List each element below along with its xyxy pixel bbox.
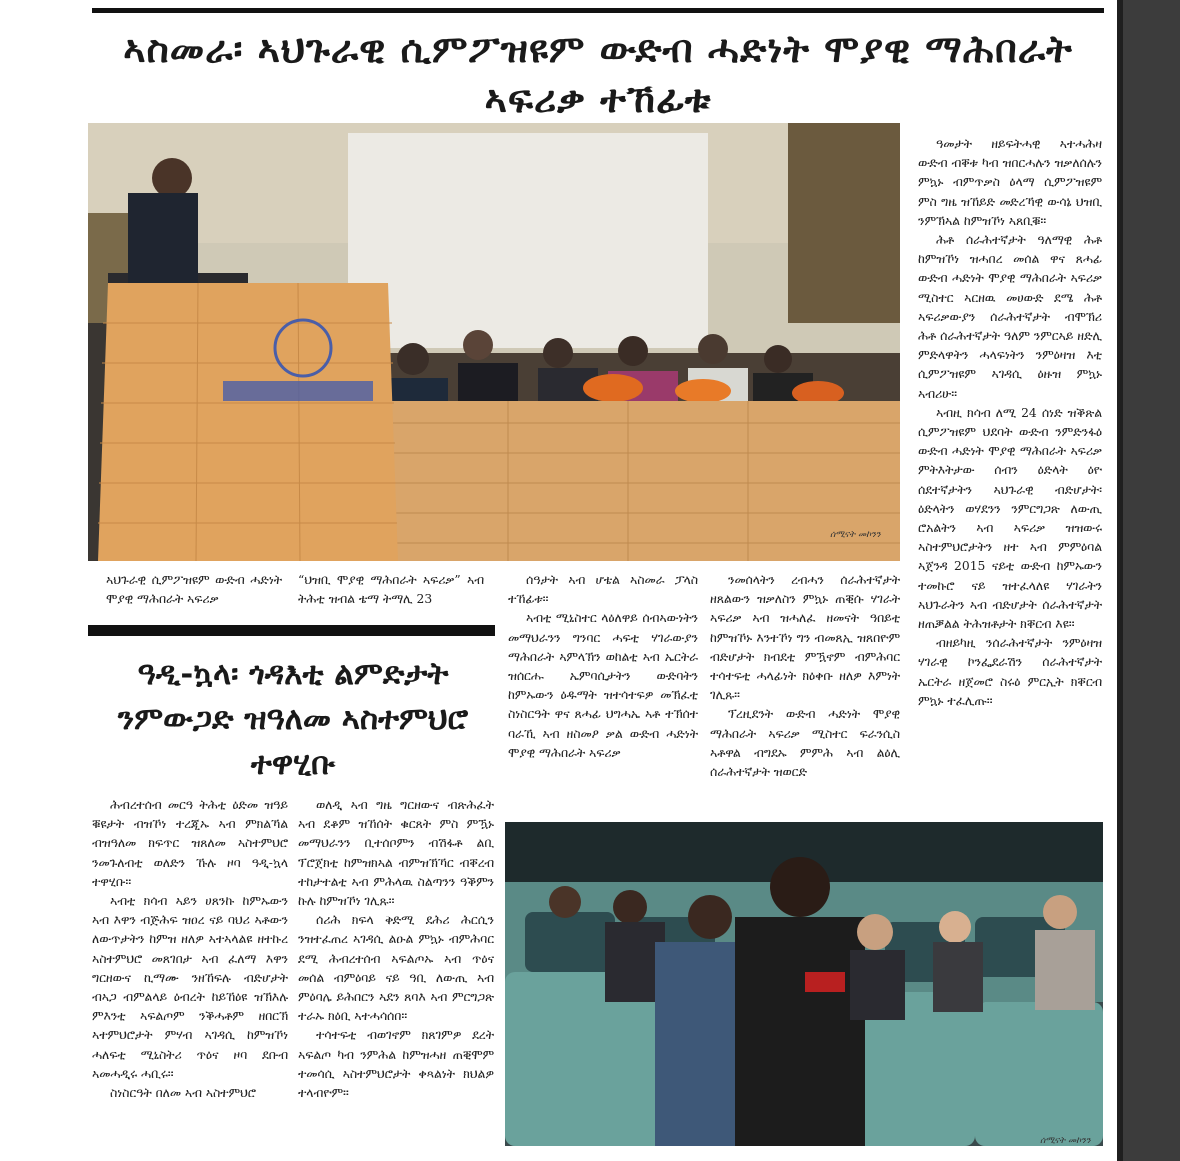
photo-credit-top: ሰሚናት መኮንን — [830, 530, 881, 540]
photo-credit-bottom: ሰሚናት መኮንን — [1040, 1136, 1091, 1146]
section-headline: ዓዲ-ኳላ፡ ጎዳእቲ ልምድታት ንምውጋድ ዝዓለመ ኣስተምህሮ ተዋሂቡ — [117, 656, 469, 782]
paragraph: ንመሰላትን ረብሓን ሰራሕተኛታት ዘጸልውን ዝቃለስን ምኳኑ ጠቒሱ ሃገራት ኣፍሪቃ ኣብ ዝሓለፈ ዘመናት ዓበይቲ ከምዝኾኑ እንተኾነ ግን ብመጸኢ ዝጸበዮም ብድሆታት ክብደቲ ምዃኖም ብምሕባር ተሳተፍቲ ሓላፊነት ክዕቀቡ ዘለዎ እምነት ገሊጹ። — [710, 573, 900, 703]
article-lower-center-column — [298, 796, 494, 1146]
paragraph: ዓመታት ዘይፍትሓዊ ኣተሓሕዛ ውድብ ብቐቱ ካብ ዝበርሓሉን ዝቃለሰሉን ምኳኑ ብምጥቃስ ዕላማ ሲምፖዝዩም ምስ ግዜ ዝኸይድ መድረኻዊ ውሳኔ ህዝቢ ንምኽኣል ከምዝኾነ ኣጸቢቑ። — [918, 137, 1102, 228]
paragraph: ሕቶ ሰራሕተኛታት ዓለማዊ ሕቶ ከምዝኾነ ዝሓበረ መሰል ዋና ጸሓፊ ውድብ ሓድነት ሞያዊ ማሕበራት ኣፍሪቃ ሚስተር ኣርዘዉ መሀውድ ደሜ ሕቶ ኣፍሪቃውያን ሰራሕተኛታት ብሞኽሪ ሕቶ ሰራሕተኛታት ዓለም ንምርኣይ ዘድሊ ምድላዋትን ሓላፍነትን ንምዕዛዝ እቲ ሲምፖዝዩም ኣገዳሲ ዕዙዝ ምኳኑ ኣብሪሁ። — [918, 233, 1102, 401]
paragraph: ሰሪሕ ክፍላ ቅድሚ ደሕሪ ሕርሲን ንዝተፈጠረ ኣገዳሲ ልዑል ምኳኑ ብምሕባር ደሚ ሕብረተሰብ ኣፍልጦኡ ኣብ ጥዕና መሰል ብምዕባይ ናይ ዓቢ ለውጢ ኣብ ምዕባሌ ይሕበርን ኣደን ጸባእ ኣብ ምርግጋጽ ተራኡ ክዕቢ ኣተሓሳሰበ። — [298, 913, 494, 1024]
article-right-column — [918, 135, 1102, 711]
paragraph: ስነስርዓት በለመ ኣብ ኣስተምህሮ — [110, 1086, 256, 1101]
photo-caption-left: ኣህጉራዊ ሲምፖዝዩም ውድብ ሓድነት ሞያዊ ማሕበራት ኣፍሪቃ — [106, 573, 282, 606]
paragraph: ኣብዚ ክሳብ ለሚ 24 ሰነድ ዝቕጽል ሲምፖዝዩም ህደባት ውድብ ንምድንፋዕ ውድብ ሓድነት ሞያዊ ማሕበራት ኣፍሪቃ ምትእትታው ሰብን ዕድላት ዕዮ ሰደተኛታትን ኣህጉራዊ ብድሆታት፡ ዕድላትን ወሃደንን ንምርግጋጽ ለውጢ ሮአልትን ኣብ ኣፍሪቃ ዝዝውሩ ኣስተምህሮታትን ዘተ ኣብ ምምዕባል ኣጀንዳ 2015 ናይቲ ውድብ ከምኡውን ተመኩሮ ናይ ዝተፈላለዩ ሃገራትን ኣህጉራትን ኣብ ብድሆታት ሰራሕተኛታት ዘጠቓልል ትሕዝቶታት ክቐርብ እዩ። — [918, 405, 1102, 632]
paragraph: ሕብረተሰብ መርዓ ትሕቲ ዕድመ ዝዓይ ቑዩታት ብዝኾነ ተረጂኡ ኣብ ምክልኻል ብዝዓለመ ክፍጥር ዝጸለመ ኣስተምህሮ ንመጉለብቲ ወለድን ኹሉ ዞባ ዓዲ-ኳላ ተዋሂቡ። — [92, 798, 288, 889]
paragraph: ወለዲ ኣብ ግዜ ግርዘውና ብጽሕፈት ኣብ ደቆም ዝኸሰት ቁርጸት ምስ ምዃኑ መማህራንን ቢተሰቦምን ብሽፋቶ ልቢ ፕሮጀክቲ ከምዝክኣል ብምዝኽኻር ብቐረብ ተከታተልቲ ኣብ ምሕላዉ ስልጣንን ዓቕምን ኩሉ ከምዝኾነ ገሊጹ። — [298, 798, 494, 909]
page-edge-bar — [1117, 0, 1180, 1161]
paragraph: ኣብቲ ሚኒስተር ላዕለዋይ ሰብኣውነትን መማህራንን ግንባር ሓፍቲ ሃገራውያን ማሕበራት ኣምላኽን ወከልቲ ኣብ ኤርትራ ዝሰርሑ ኤምባሲታትን ውድባትን ከምኡውን ዕዱማት ዝተሳተፍዎ መኽፈቲ ስነስርዓት ዋና ጸሓፊ ህግሓኤ ኣቶ ተኽሰተ ባራኺ ኣብ ዘስመዖ ቃል ውድብ ሓድነት ሞያዊ ማሕበራት ኣፍሪቃ — [508, 611, 698, 760]
audience-photo — [505, 822, 1103, 1146]
page-edge-inner — [1117, 0, 1123, 1161]
paragraph: ብዘይካዚ ንሰራሕተኛታት ንምዕዛዝ ሃገራዊ ኮንፌደራሽን ሰራሕተኛታት ኤርትራ ዘጀመሮ ስሩዕ ምርኢት ክቐርብ ምኳኑ ተፈሊጡ። — [918, 636, 1102, 708]
article-middle-column — [508, 571, 698, 763]
article-middle-column-2 — [710, 571, 900, 782]
paragraph: ኣብቲ ክሳብ ኣይን ሀጸንኩ ከምኡውን ኣብ እዋን ብጅሕፍ ዝዐረ ናይ ባህሪ ኣቶውን ለውጥታትን ከምዝ ዘለዎ ኣተኣላልዩ ዘተኩረ ኣስተምህሮ መጸገበታ ኣብ ፈለማ እዋን ግርዘውና ኪማሙ ንዘኸፍሉ ብድሆታት ብኣጋ ብምልላይ ዕብረት ከይኸዕዩ ዝኽእሉ ምእንቲ ኣፍልጦም ንቕሓቶም ዘበርኽ ኣተምህሮታት ምሃብ ኣገዳሲ ከምዝኾነ ሓለፍቲ ሚኒስትሪ ጥዕና ዞባ ደቡብ ኣመሓዲሩ ሓቢሩ። — [92, 894, 288, 1081]
page-headline: ኣስመራ፡ ኣህጉራዊ ሲምፖዝዩም ውድብ ሓድነት ሞያዊ ማሕበራት ኣፍሪቃ ተኸፊቱ — [123, 26, 1073, 121]
conference-podium-photo — [88, 123, 900, 561]
photo-caption-right: “ህዝቢ ሞያዊ ማሕበራት ኣፍሪቃ” ኣብ ትሕቲ ዝብል ቴማ ትማሊ 23 — [298, 573, 484, 606]
paragraph: ፕረዚደንት ውድብ ሓድነት ሞያዊ ማሕበራት ኣፍሪቃ ሚስተር ፍራንሲስ ኣቶዋል ብግደኡ ምምሕ ኣብ ልዕሊ ሰራሕተኛታት ዝወርድ — [710, 707, 900, 780]
section-rule — [88, 625, 495, 636]
top-rule — [92, 8, 1104, 13]
paragraph: ተሳተፍቲ ብወገኖም ክጸገምዎ ደረት ኣፍልጦ ካብ ንምሕል ከምዝሓዘ ጠቒሞም ተመሳሲ ኣስተምህሮታት ቀጻልነት ክህልዎ ተላብዮም። — [298, 1028, 494, 1101]
article-lower-left-column — [92, 796, 288, 1146]
paragraph: ሰዓታት ኣብ ሆቴል ኣስመራ ፓላስ ተኸፊቱ። — [508, 573, 698, 607]
